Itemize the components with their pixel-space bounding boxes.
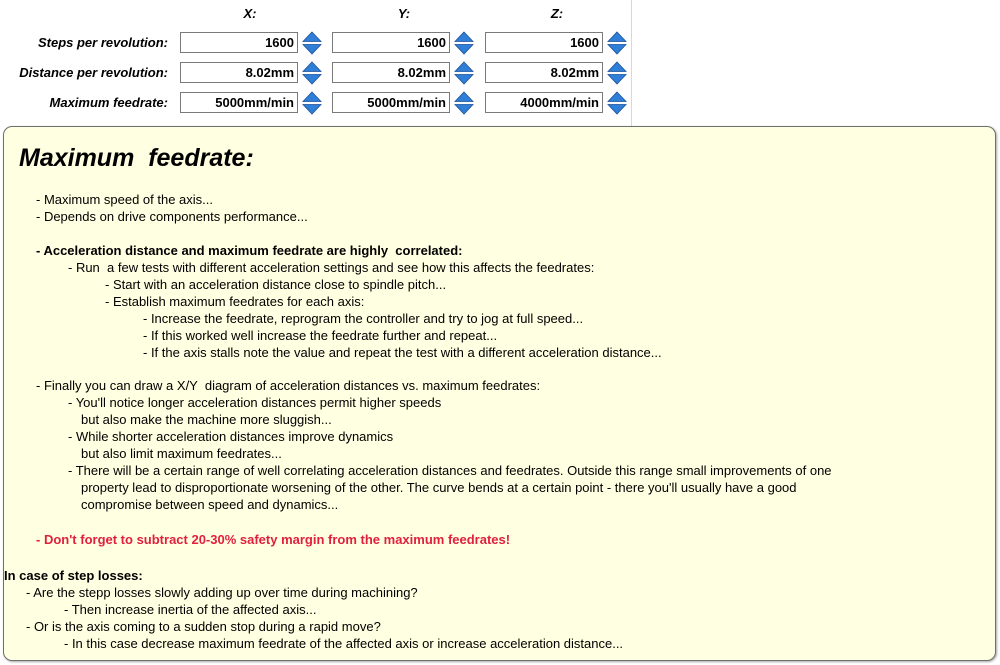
tooltip-line: - Acceleration distance and maximum feedrate are highly correlated: xyxy=(36,243,463,258)
steps-per-revolution-x-input[interactable]: 1600 xyxy=(180,32,298,53)
axis-header-x: X: xyxy=(243,6,257,21)
up-down-arrow-icon[interactable] xyxy=(454,91,474,115)
tooltip-line: - If this worked well increase the feedrate further and repeat... xyxy=(143,328,498,343)
distance-per-revolution-z-input[interactable]: 8.02mm xyxy=(485,62,603,83)
tooltip-line: - While shorter acceleration distances improve dynamics xyxy=(68,429,394,444)
tooltip-line: - Run a few tests with different acceleration settings and see how this affects the feedrates: xyxy=(68,260,595,275)
steps-per-revolution-z-input[interactable]: 1600 xyxy=(485,32,603,53)
up-down-arrow-icon[interactable] xyxy=(454,31,474,55)
tooltip-line: - In this case decrease maximum feedrate of the affected axis or increase acceleration distance... xyxy=(64,636,624,651)
up-down-arrow-icon[interactable] xyxy=(607,91,627,115)
up-down-arrow-icon[interactable] xyxy=(302,91,322,115)
up-down-arrow-icon[interactable] xyxy=(302,31,322,55)
tooltip-line: - Or is the axis coming to a sudden stop during a rapid move? xyxy=(26,619,381,634)
tooltip-line: compromise between speed and dynamics... xyxy=(81,497,339,512)
tooltip-line: - Finally you can draw a X/Y diagram of acceleration distances vs. maximum feedrates: xyxy=(36,378,541,393)
maximum-feedrate-label: Maximum feedrate: xyxy=(49,95,168,110)
tooltip-title: Maximum feedrate: xyxy=(19,144,254,172)
tooltip-line: - You'll notice longer acceleration distances permit higher speeds xyxy=(68,395,442,410)
distance-per-revolution-label: Distance per revolution: xyxy=(19,65,168,80)
up-down-arrow-icon[interactable] xyxy=(454,61,474,85)
up-down-arrow-icon[interactable] xyxy=(302,61,322,85)
tooltip-line: - Maximum speed of the axis... xyxy=(36,192,214,207)
up-down-arrow-icon[interactable] xyxy=(607,61,627,85)
steps-per-revolution-y-input[interactable]: 1600 xyxy=(332,32,450,53)
step-losses-heading: In case of step losses: xyxy=(4,568,143,583)
distance-per-revolution-y-input[interactable]: 8.02mm xyxy=(332,62,450,83)
maximum-feedrate-z-input[interactable]: 4000mm/min xyxy=(485,92,603,113)
tooltip-line: - Then increase inertia of the affected axis... xyxy=(64,602,317,617)
safety-margin-warning: - Don't forget to subtract 20-30% safety margin from the maximum feedrates! xyxy=(36,532,511,547)
tooltip-line: - If the axis stalls note the value and repeat the test with a different acceleration distance... xyxy=(143,345,662,360)
panel-divider xyxy=(631,0,632,126)
distance-per-revolution-x-input[interactable]: 8.02mm xyxy=(180,62,298,83)
axis-header-y: Y: xyxy=(397,6,411,21)
maximum-feedrate-y-input[interactable]: 5000mm/min xyxy=(332,92,450,113)
axis-header-z: Z: xyxy=(550,6,564,21)
tooltip-line: - Establish maximum feedrates for each axis: xyxy=(105,294,365,309)
feedrate-help-tooltip xyxy=(3,126,996,661)
up-down-arrow-icon[interactable] xyxy=(607,31,627,55)
tooltip-line: - There will be a certain range of well correlating acceleration distances and feedrates. Outside this range small improvements of one xyxy=(68,463,832,478)
steps-per-revolution-label: Steps per revolution: xyxy=(37,35,168,50)
tooltip-line: - Start with an acceleration distance close to spindle pitch... xyxy=(105,277,447,292)
tooltip-line: property lead to disproportionate worsening of the other. The curve bends at a certain point - there you'll usually have a good xyxy=(81,480,797,495)
tooltip-line: - Depends on drive components performance... xyxy=(36,209,308,224)
maximum-feedrate-x-input[interactable]: 5000mm/min xyxy=(180,92,298,113)
tooltip-line: - Are the stepp losses slowly adding up over time during machining? xyxy=(26,585,418,600)
tooltip-line: - Increase the feedrate, reprogram the controller and try to jog at full speed... xyxy=(143,311,584,326)
tooltip-line: but also limit maximum feedrates... xyxy=(81,446,282,461)
tooltip-line: but also make the machine more sluggish... xyxy=(81,412,332,427)
